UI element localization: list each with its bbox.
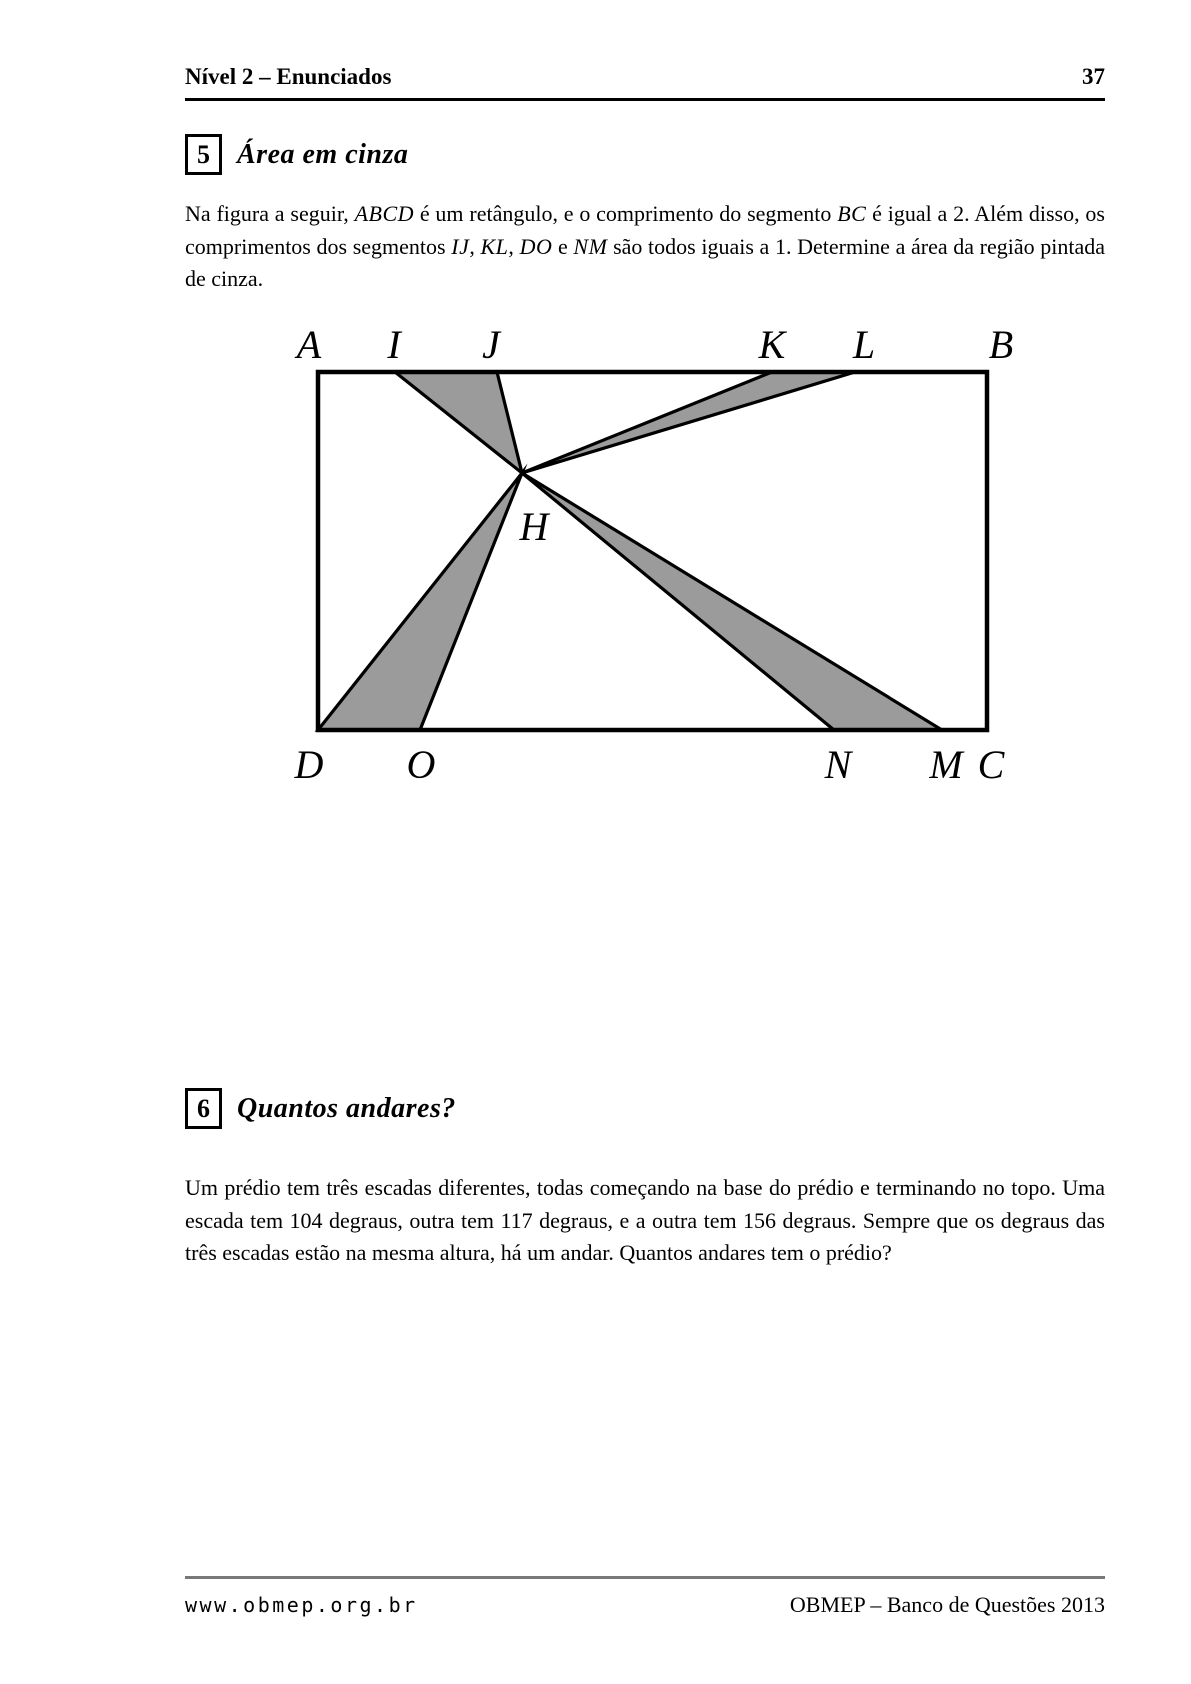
gray-triangle-NMH [522,473,942,730]
text-segment: e [552,233,574,259]
text-segment: , [508,233,520,259]
page-footer [185,1592,1105,1618]
figure-label-H: H [519,504,549,549]
figure-label-N: N [824,742,852,787]
figure-label-D: D [294,742,324,787]
figure-label-A: A [296,322,322,367]
math-variable: IJ [451,233,470,259]
text-segment: é um retângulo, e o comprimento do segmento [414,201,838,226]
figure-label-B: B [988,322,1014,367]
problem-5-title: Área em cinza [237,138,409,170]
math-variable: ABCD [354,201,415,226]
math-variable: DO [519,233,553,259]
math-variable: KL [480,233,509,259]
header-section-title: Nível 2 – Enunciados [185,64,392,89]
text-segment: Na figura a seguir, [185,201,355,226]
text-segment: , [469,233,481,259]
page-number: 37 [1082,64,1105,89]
math-variable: BC [837,201,867,226]
figure-label-O: O [406,742,436,787]
problem-5-number-box: 5 [185,134,222,175]
footer-book-title: OBMEP – Banco de Questões 2013 [789,1592,1105,1617]
problem-5-heading [185,134,408,175]
page-header [185,64,1105,90]
problem-5-statement [185,198,1105,296]
figure-label-C: C [977,742,1005,787]
text-segment: são todos iguais a 1. Determine a área da região pintada de cinza. [185,233,1106,291]
figure-label-L: L [852,322,876,367]
figure-label-M: M [929,742,963,787]
figure-label-I: I [387,322,401,367]
gray-triangle-IJH [395,372,522,473]
text-segment: Um prédio tem três escadas diferentes, todas começando na base do prédio e terminando no topo. Uma escada tem 104 degraus, outra tem 117 degraus, e a outra tem 156 degraus. Sempre que os degraus das três escadas estão na mesma altura, há um andar. Quantos andares tem o prédio? [185,1175,1105,1265]
problem-6-heading [185,1088,456,1129]
header-rule [185,98,1105,101]
problem-6-title: Quantos andares? [237,1092,456,1124]
gray-triangle-DOH [318,473,522,730]
text-segment: é igual a 2. Além disso, os comprimentos dos segmentos [185,201,1105,259]
figure-label-K: K [758,322,786,367]
problem-6-statement [185,1172,1105,1270]
figure-label-J: J [482,322,500,367]
gray-triangle-KLH [522,372,855,473]
problem-6-number-box: 6 [185,1088,222,1129]
footer-rule [185,1576,1105,1579]
geometry-figure [275,290,1035,790]
footer-url: www.obmep.org.br [185,1593,418,1617]
math-variable: NM [573,233,608,259]
